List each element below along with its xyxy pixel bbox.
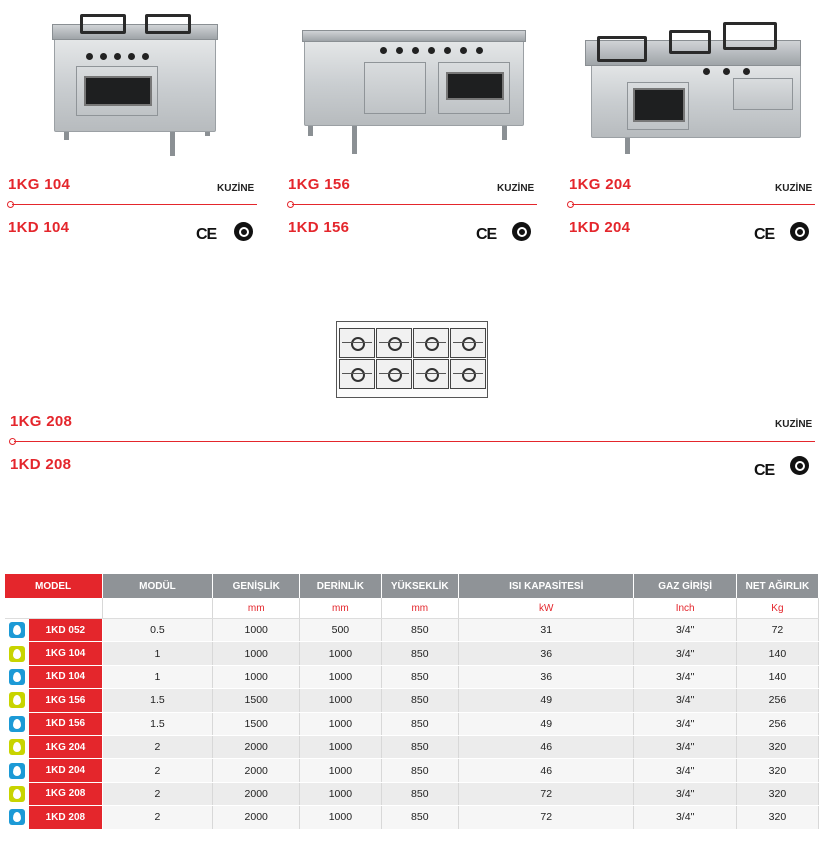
product-photo-1kg204 — [583, 16, 803, 156]
divider-line — [14, 441, 815, 442]
genislik-cell: 1000 — [213, 642, 300, 665]
derinlik-cell: 1000 — [300, 735, 381, 758]
gaz-cell: 3/4" — [634, 712, 736, 735]
model-cell: 1KD 208 — [29, 806, 102, 829]
flame-icon-yellow — [9, 646, 25, 662]
ce-mark-icon: CE — [196, 226, 217, 243]
unit-cell: mm — [300, 598, 381, 619]
agirlik-cell: 256 — [736, 689, 818, 712]
yukseklik-cell: 850 — [381, 712, 459, 735]
genislik-cell: 1500 — [213, 689, 300, 712]
isi-cell: 36 — [459, 642, 634, 665]
modul-cell: 0.5 — [102, 619, 212, 642]
agirlik-cell: 140 — [736, 665, 818, 688]
isi-cell: 72 — [459, 782, 634, 805]
column-header-genislik: GENİŞLİK — [213, 574, 300, 598]
unit-cell: kW — [459, 598, 634, 619]
product-type: KUZİNE — [497, 183, 535, 194]
derinlik-cell: 1000 — [300, 642, 381, 665]
flame-icon-blue — [9, 763, 25, 779]
unit-cell: Inch — [634, 598, 736, 619]
table-units-row — [5, 598, 819, 619]
gaz-cell: 3/4" — [634, 806, 736, 829]
product-code-electric: 1KD 156 — [288, 219, 350, 236]
genislik-cell: 2000 — [213, 806, 300, 829]
product-code-electric: 1KD 204 — [569, 219, 631, 236]
table-row — [5, 712, 819, 735]
gas-certification-icon — [234, 222, 253, 241]
derinlik-cell: 1000 — [300, 806, 381, 829]
yukseklik-cell: 850 — [381, 619, 459, 642]
gaz-cell: 3/4" — [634, 782, 736, 805]
derinlik-cell: 1000 — [300, 712, 381, 735]
agirlik-cell: 320 — [736, 735, 818, 758]
genislik-cell: 2000 — [213, 759, 300, 782]
yukseklik-cell: 850 — [381, 759, 459, 782]
ce-mark-icon: CE — [476, 226, 497, 243]
agirlik-cell: 72 — [736, 619, 818, 642]
product-photo-1kg156 — [300, 26, 525, 156]
genislik-cell: 1000 — [213, 665, 300, 688]
yukseklik-cell: 850 — [381, 665, 459, 688]
derinlik-cell: 1000 — [300, 759, 381, 782]
unit-cell — [102, 598, 212, 619]
product-code-gas: 1KG 156 — [288, 176, 351, 193]
derinlik-cell: 1000 — [300, 782, 381, 805]
modul-cell: 2 — [102, 806, 212, 829]
unit-cell — [5, 598, 102, 619]
row-icon-cell — [5, 665, 29, 688]
product-code-gas: 1KG 208 — [10, 413, 73, 430]
agirlik-cell: 140 — [736, 642, 818, 665]
genislik-cell: 1500 — [213, 712, 300, 735]
gaz-cell: 3/4" — [634, 665, 736, 688]
row-icon-cell — [5, 735, 29, 758]
yukseklik-cell: 850 — [381, 806, 459, 829]
product-type: KUZİNE — [217, 183, 255, 194]
row-icon-cell — [5, 619, 29, 642]
row-icon-cell — [5, 712, 29, 735]
modul-cell: 1.5 — [102, 712, 212, 735]
agirlik-cell: 256 — [736, 712, 818, 735]
row-icon-cell — [5, 642, 29, 665]
modul-cell: 2 — [102, 782, 212, 805]
flame-icon-yellow — [9, 692, 25, 708]
yukseklik-cell: 850 — [381, 642, 459, 665]
unit-cell: Kg — [736, 598, 818, 619]
flame-icon-blue — [9, 669, 25, 685]
gas-certification-icon — [790, 456, 809, 475]
isi-cell: 49 — [459, 689, 634, 712]
model-cell: 1KG 156 — [29, 689, 102, 712]
column-header-derinlik: DERİNLİK — [300, 574, 381, 598]
product-type: KUZİNE — [775, 183, 813, 194]
agirlik-cell: 320 — [736, 782, 818, 805]
yukseklik-cell: 850 — [381, 735, 459, 758]
row-icon-cell — [5, 782, 29, 805]
agirlik-cell: 320 — [736, 759, 818, 782]
derinlik-cell: 1000 — [300, 665, 381, 688]
model-cell: 1KD 156 — [29, 712, 102, 735]
model-cell: 1KD 052 — [29, 619, 102, 642]
genislik-cell: 1000 — [213, 619, 300, 642]
divider-line — [292, 204, 537, 205]
column-header-modul: MODÜL — [102, 574, 212, 598]
flame-icon-yellow — [9, 786, 25, 802]
modul-cell: 1 — [102, 642, 212, 665]
genislik-cell: 2000 — [213, 782, 300, 805]
gaz-cell: 3/4" — [634, 735, 736, 758]
column-header-model: MODEL — [5, 574, 102, 598]
table-header-row — [5, 574, 819, 598]
column-header-net-agirlik: NET AĞIRLIK — [736, 574, 818, 598]
table-row — [5, 642, 819, 665]
model-cell: 1KG 204 — [29, 735, 102, 758]
flame-icon-blue — [9, 716, 25, 732]
isi-cell: 46 — [459, 759, 634, 782]
flame-icon-yellow — [9, 739, 25, 755]
model-cell: 1KD 204 — [29, 759, 102, 782]
agirlik-cell: 320 — [736, 806, 818, 829]
derinlik-cell: 500 — [300, 619, 381, 642]
isi-cell: 72 — [459, 806, 634, 829]
flame-icon-blue — [9, 809, 25, 825]
derinlik-cell: 1000 — [300, 689, 381, 712]
gaz-cell: 3/4" — [634, 619, 736, 642]
modul-cell: 1.5 — [102, 689, 212, 712]
table-row — [5, 619, 819, 642]
table-row — [5, 759, 819, 782]
isi-cell: 36 — [459, 665, 634, 688]
ce-mark-icon: CE — [754, 462, 775, 479]
isi-cell: 31 — [459, 619, 634, 642]
unit-cell: mm — [213, 598, 300, 619]
gaz-cell: 3/4" — [634, 759, 736, 782]
yukseklik-cell: 850 — [381, 689, 459, 712]
column-header-gaz-girisi: GAZ GİRİŞİ — [634, 574, 736, 598]
table-row — [5, 782, 819, 805]
product-photo-1kg104 — [50, 8, 220, 158]
product-code-gas: 1KG 104 — [8, 176, 71, 193]
gaz-cell: 3/4" — [634, 642, 736, 665]
unit-cell: mm — [381, 598, 459, 619]
column-header-yukseklik: YÜKSEKLİK — [381, 574, 459, 598]
product-code-electric: 1KD 104 — [8, 219, 70, 236]
ce-mark-icon: CE — [754, 226, 775, 243]
genislik-cell: 2000 — [213, 735, 300, 758]
table-row — [5, 806, 819, 829]
table-row — [5, 689, 819, 712]
isi-cell: 46 — [459, 735, 634, 758]
yukseklik-cell: 850 — [381, 782, 459, 805]
modul-cell: 1 — [102, 665, 212, 688]
product-drawing-1kg208 — [336, 321, 488, 398]
modul-cell: 2 — [102, 735, 212, 758]
model-cell: 1KG 104 — [29, 642, 102, 665]
flame-icon-blue — [9, 622, 25, 638]
product-code-electric: 1KD 208 — [10, 456, 72, 473]
row-icon-cell — [5, 759, 29, 782]
gas-certification-icon — [512, 222, 531, 241]
row-icon-cell — [5, 689, 29, 712]
product-code-gas: 1KG 204 — [569, 176, 632, 193]
product-type: KUZİNE — [775, 419, 813, 430]
modul-cell: 2 — [102, 759, 212, 782]
specifications-table — [5, 574, 819, 830]
divider-line — [572, 204, 815, 205]
table-row — [5, 665, 819, 688]
divider-line — [12, 204, 257, 205]
isi-cell: 49 — [459, 712, 634, 735]
table-row — [5, 735, 819, 758]
model-cell: 1KG 208 — [29, 782, 102, 805]
gas-certification-icon — [790, 222, 809, 241]
column-header-isi-kapasitesi: ISI KAPASİTESİ — [459, 574, 634, 598]
model-cell: 1KD 104 — [29, 665, 102, 688]
gaz-cell: 3/4" — [634, 689, 736, 712]
row-icon-cell — [5, 806, 29, 829]
